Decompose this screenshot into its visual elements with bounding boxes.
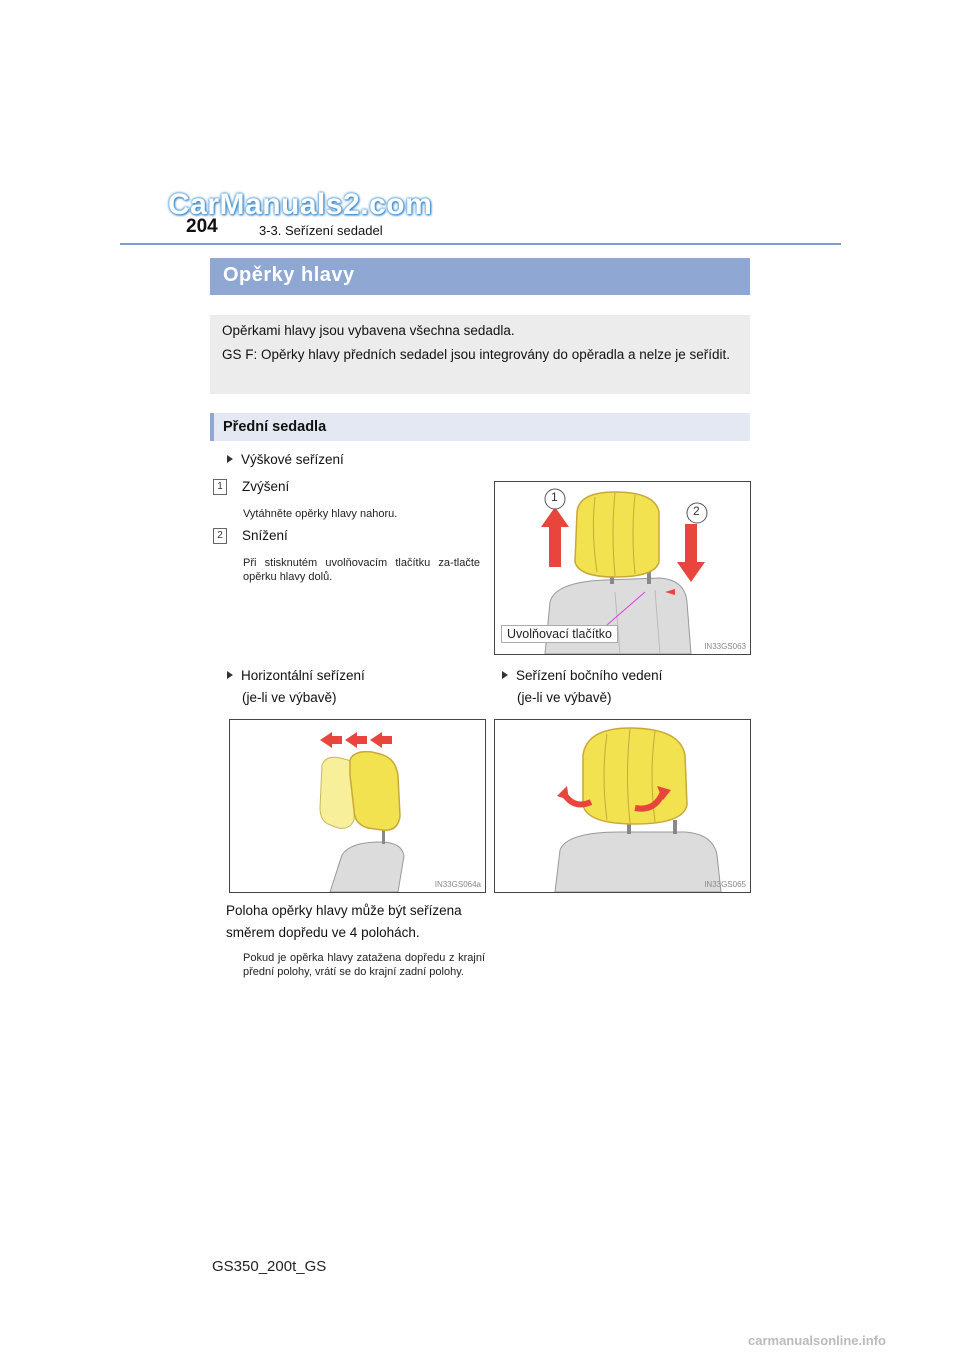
release-button-label: Uvolňovací tlačítko — [501, 625, 618, 643]
intro-line-1: Opěrkami hlavy jsou vybavena všechna sedadla. — [222, 323, 515, 338]
page-number: 204 — [186, 216, 218, 237]
header-divider — [120, 243, 841, 245]
bullet-lateral-note: (je-li ve výbavě) — [517, 690, 612, 705]
footer-model-code: GS350_200t_GS — [212, 1258, 327, 1275]
horizontal-description: Poloha opěrky hlavy může být seřízena směrem dopředu ve 4 polohách. — [226, 903, 462, 940]
figure-horizontal-adjustment — [229, 719, 486, 893]
triangle-bullet-icon — [227, 455, 233, 463]
intro-line-2: GS F: Opěrky hlavy předních sedadel jsou integrovány do opěradla a nelze je seřídit. — [222, 347, 731, 362]
page-title-bar — [210, 258, 750, 295]
figure-code: IN33GS064a — [434, 880, 481, 889]
intro-box — [210, 315, 750, 394]
callout-1: 1 — [551, 490, 558, 504]
watermark-logo: CarManuals2.com — [168, 188, 433, 221]
item-title-lower: Snížení — [242, 528, 288, 543]
figure-code: IN33GS063 — [704, 642, 746, 651]
figure-code: IN33GS065 — [704, 880, 746, 889]
figure-vertical-adjustment — [494, 481, 751, 655]
item-desc-lower: Při stisknutém uvolňovacím tlačítku za-tlačte opěrku hlavy dolů. — [243, 557, 480, 583]
headrest-lateral-illustration — [495, 720, 750, 892]
bullet-horizontal — [227, 665, 365, 709]
callout-2: 2 — [693, 504, 700, 518]
item-desc-raise: Vytáhněte opěrky hlavy nahoru. — [243, 508, 398, 520]
page-title: Opěrky hlavy — [223, 264, 355, 286]
bullet-horizontal-label: Horizontální seřízení — [241, 668, 365, 683]
item-number-2: 2 — [213, 528, 227, 544]
headrest-horizontal-illustration — [230, 720, 485, 892]
bullet-vertical-label: Výškové seřízení — [241, 452, 344, 467]
item-number-1: 1 — [213, 479, 227, 495]
bullet-vertical — [227, 452, 344, 467]
subsection-bar — [210, 413, 750, 441]
subsection-title: Přední sedadla — [223, 419, 327, 435]
item-title-raise: Zvýšení — [242, 479, 290, 494]
bullet-lateral-label: Seřízení bočního vedení — [516, 668, 663, 683]
bullet-lateral — [502, 665, 662, 709]
bullet-horizontal-note: (je-li ve výbavě) — [242, 690, 337, 705]
watermark-bottom: carmanualsonline.info — [748, 1333, 886, 1348]
triangle-bullet-icon — [502, 671, 508, 679]
section-title: 3-3. Seřízení sedadel — [259, 223, 383, 238]
triangle-bullet-icon — [227, 671, 233, 679]
figure-lateral-adjustment — [494, 719, 751, 893]
horizontal-note: Pokud je opěrka hlavy zatažena dopředu z krajní přední polohy, vrátí se do krajní zadní polohy. — [243, 952, 485, 978]
